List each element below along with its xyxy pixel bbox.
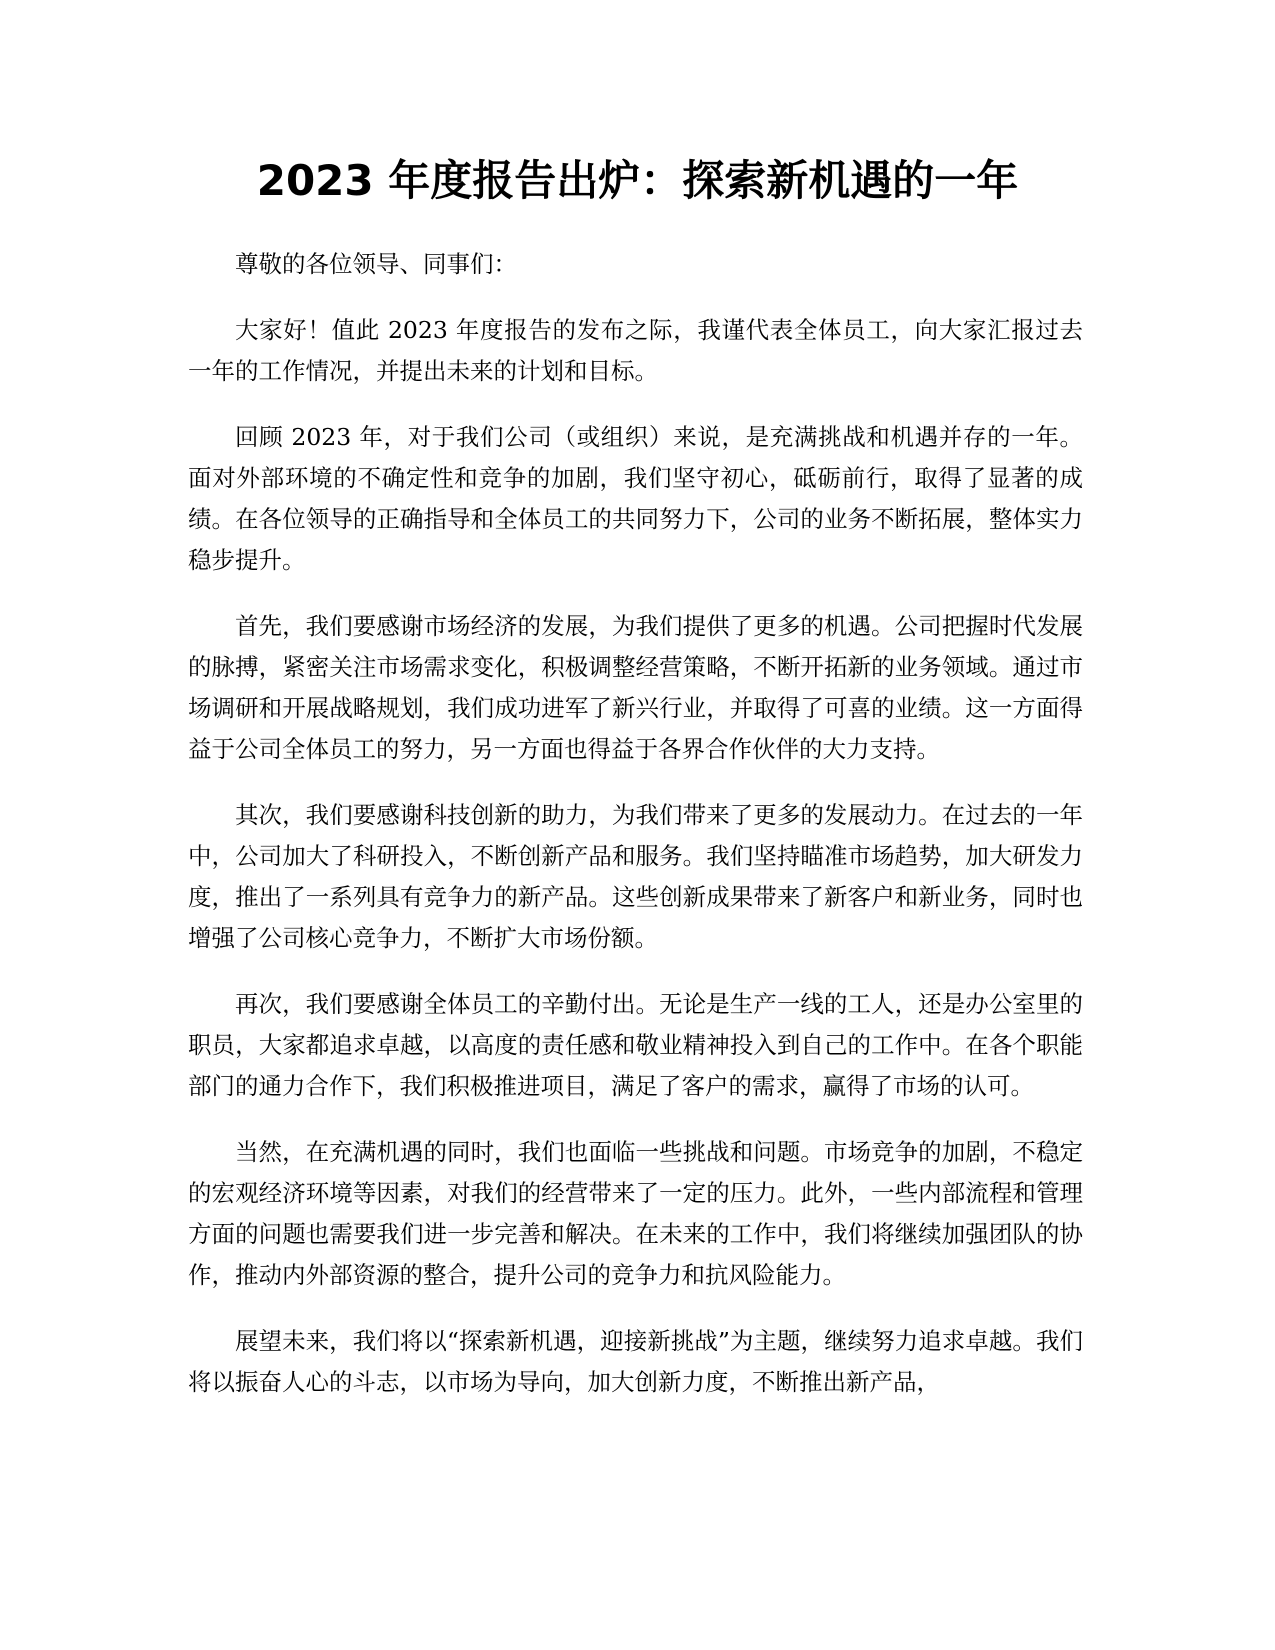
paragraph-review: 回顾 2023 年，对于我们公司（或组织）来说，是充满挑战和机遇并存的一年。面对外部环境的不确定性和竞争的加剧，我们坚守初心，砥砺前行，取得了显著的成绩。在各位领导的正确指导和全体员工的共同努力下，公司的业务不断拓展，整体实力稳步提升。 (188, 423, 1083, 574)
paragraph-greeting: 大家好！值此 2023 年度报告的发布之际，我谨代表全体员工，向大家汇报过去一年的工作情况，并提出未来的计划和目标。 (188, 316, 1083, 385)
document-title: 2023 年度报告出炉：探索新机遇的一年 (256, 156, 1019, 205)
paragraph-technology: 其次，我们要感谢科技创新的助力，为我们带来了更多的发展动力。在过去的一年中，公司加大了科研投入，不断创新产品和服务。我们坚持瞄准市场趋势，加大研发力度，推出了一系列具有竞争力的新产品。这些创新成果带来了新客户和新业务，同时也增强了公司核心竞争力，不断扩大市场份额。 (188, 801, 1083, 952)
paragraph-employees: 再次，我们要感谢全体员工的辛勤付出。无论是生产一线的工人，还是办公室里的职员，大家都追求卓越，以高度的责任感和敬业精神投入到自己的工作中。在各个职能部门的通力合作下，我们积极推进项目，满足了客户的需求，赢得了市场的认可。 (188, 990, 1083, 1100)
paragraph-challenges: 当然，在充满机遇的同时，我们也面临一些挑战和问题。市场竞争的加剧，不稳定的宏观经济环境等因素，对我们的经营带来了一定的压力。此外，一些内部流程和管理方面的问题也需要我们进一步完善和解决。在未来的工作中，我们将继续加强团队的协作，推动内外部资源的整合，提升公司的竞争力和抗风险能力。 (188, 1138, 1083, 1289)
paragraph-market: 首先，我们要感谢市场经济的发展，为我们提供了更多的机遇。公司把握时代发展的脉搏，紧密关注市场需求变化，积极调整经营策略，不断开拓新的业务领域。通过市场调研和开展战略规划，我们成功进军了新兴行业，并取得了可喜的业绩。这一方面得益于公司全体员工的努力，另一方面也得益于各界合作伙伴的大力支持。 (188, 612, 1083, 763)
document-body (188, 244, 1083, 1428)
paragraph-outlook: 展望未来，我们将以“探索新机遇，迎接新挑战”为主题，继续努力追求卓越。我们将以振奋人心的斗志，以市场为导向，加大创新力度，不断推出新产品， (188, 1327, 1083, 1396)
paragraph-salutation: 尊敬的各位领导、同事们： (235, 250, 517, 278)
